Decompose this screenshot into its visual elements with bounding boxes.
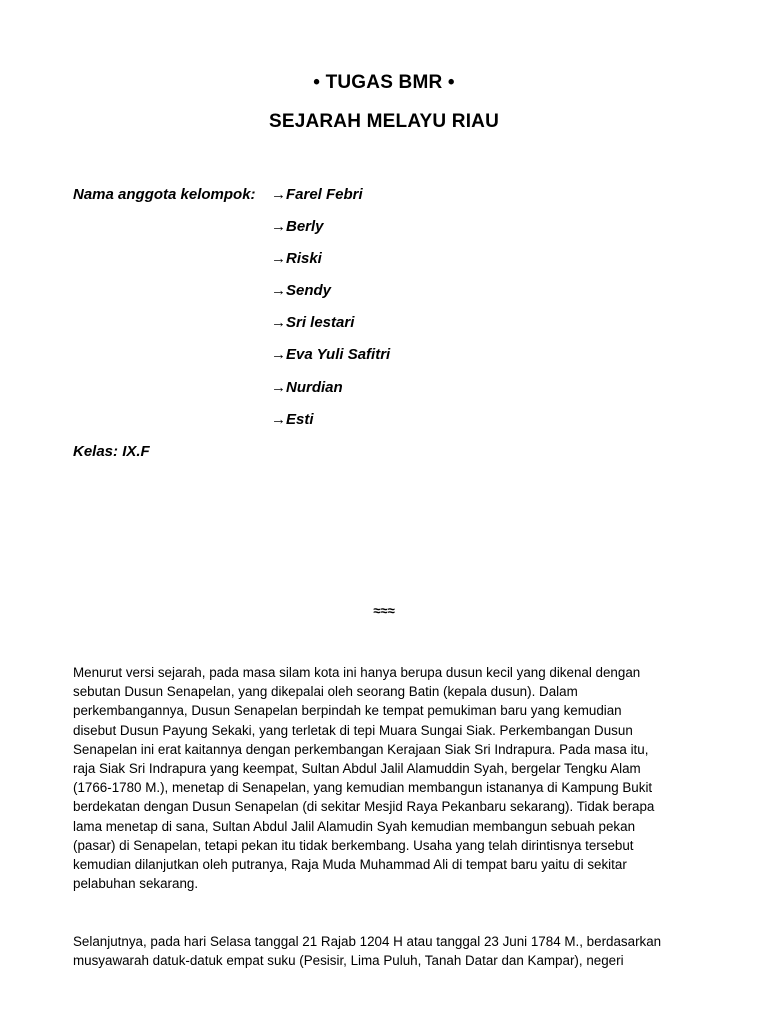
member-item: →Riski: [271, 250, 322, 267]
paragraph-line: kemudian dilanjutkan oleh putranya, Raja Muda Muhammad Ali di tempat baru yaitu di sekitar: [73, 857, 627, 873]
paragraph-line: Selanjutnya, pada hari Selasa tanggal 21 Rajab 1204 H atau tanggal 23 Juni 1784 M., berdasarkan: [73, 934, 662, 949]
paragraph-line: pelabuhan sekarang.: [73, 876, 199, 892]
paragraph-line: (pasar) di Senapelan, tetapi pekan itu tidak berkembang. Usaha yang telah dirintisnya tersebut: [73, 837, 634, 853]
member-item: →Sri lestari: [271, 314, 355, 331]
paragraph-line: perkembangannya, Dusun Senapelan berpindah ke tempat pemukiman baru yang kemudian: [73, 703, 622, 719]
paragraph-line: Menurut versi sejarah, pada masa silam kota ini hanya berupa dusun kecil yang dikenal dengan: [73, 665, 641, 680]
document-subtitle: SEJARAH MELAYU RIAU: [268, 111, 500, 132]
paragraph-line: (1766-1780 M.), menetap di Senapelan, yang kemudian membangun istananya di Kampung Bukit: [73, 780, 653, 796]
paragraph-history: [73, 663, 703, 893]
member-item: →Esti: [271, 411, 314, 428]
paragraph-line: sebutan Dusun Senapelan, yang dikepalai oleh seorang Batin (kepala dusun). Dalam: [73, 684, 578, 700]
paragraph-line: raja Siak Sri Indrapura yang keempat, Sultan Abdul Jalil Alamuddin Syah, bergelar Tengku Alam: [73, 761, 641, 777]
paragraph-continuation: [73, 932, 703, 970]
paragraph-line: Senapelan ini erat kaitannya dengan perkembangan Kerajaan Siak Sri Indrapura. Pada masa itu,: [73, 741, 649, 757]
paragraph-line: musyawarah datuk-datuk empat suku (Pesisir, Lima Puluh, Tanah Datar dan Kampar), negeri: [73, 953, 624, 969]
member-item: →Berly: [271, 218, 324, 235]
member-item: →Sendy: [271, 282, 332, 299]
member-item: →Eva Yuli Safitri: [271, 346, 391, 363]
document-title: • TUGAS BMR •: [313, 72, 455, 93]
class-label: Kelas: IX.F: [73, 443, 150, 460]
section-separator: ≈≈≈: [373, 603, 395, 618]
member-item: →Farel Febri: [271, 186, 363, 203]
members-label: Nama anggota kelompok:: [73, 186, 256, 203]
member-item: →Nurdian: [271, 379, 343, 396]
paragraph-line: disebut Dusun Payung Sekaki, yang terletak di tepi Muara Sungai Siak. Perkembangan Dusun: [73, 722, 633, 738]
paragraph-line: berdekatan dengan Dusun Senapelan (di sekitar Mesjid Raya Pekanbaru sekarang). Tidak berapa: [73, 799, 655, 815]
paragraph-line: lama menetap di sana, Sultan Abdul Jalil Alamudin Syah kemudian membangun sebuah pekan: [73, 818, 636, 834]
